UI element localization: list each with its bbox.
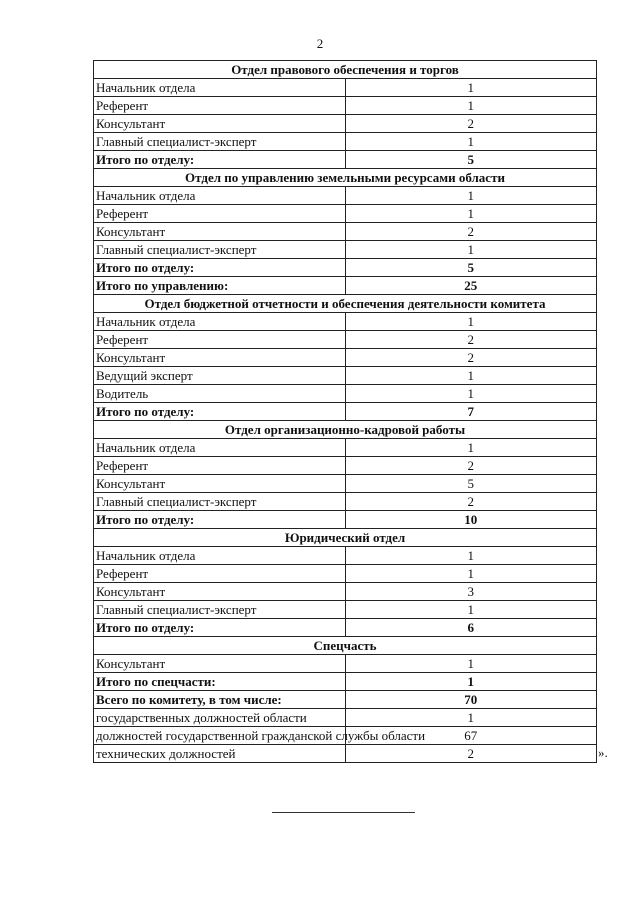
- position-row: [94, 331, 597, 349]
- position-name: Референт: [94, 331, 346, 349]
- total-row: [94, 619, 597, 637]
- position-row: [94, 565, 597, 583]
- total-label: Итого по спецчасти:: [94, 673, 346, 691]
- position-row: [94, 367, 597, 385]
- position-name: Референт: [94, 97, 346, 115]
- position-name: Консультант: [94, 223, 346, 241]
- total-label: Итого по отделу:: [94, 403, 346, 421]
- position-count: 1: [345, 709, 597, 727]
- position-row: [94, 547, 597, 565]
- position-name: Начальник отдела: [94, 313, 346, 331]
- position-count: 25: [345, 277, 597, 295]
- position-name: Референт: [94, 565, 346, 583]
- position-name: Начальник отдела: [94, 79, 346, 97]
- position-count: 1: [345, 601, 597, 619]
- position-count: 6: [345, 619, 597, 637]
- section-title: Отдел по управлению земельными ресурсами области: [94, 169, 597, 187]
- position-name: Начальник отдела: [94, 439, 346, 457]
- position-row: [94, 601, 597, 619]
- position-name: Ведущий эксперт: [94, 367, 346, 385]
- section-title: Юридический отдел: [94, 529, 597, 547]
- position-count: 5: [345, 151, 597, 169]
- grand-total-row: [94, 691, 597, 709]
- section-header-row: [94, 295, 597, 313]
- section-header-row: [94, 61, 597, 79]
- position-count: 1: [345, 187, 597, 205]
- position-row: [94, 457, 597, 475]
- position-name: Начальник отдела: [94, 547, 346, 565]
- breakdown-row: [94, 727, 597, 745]
- position-row: [94, 655, 597, 673]
- total-row: [94, 259, 597, 277]
- position-count: 1: [345, 241, 597, 259]
- position-name: Водитель: [94, 385, 346, 403]
- position-count: 1: [345, 79, 597, 97]
- position-row: [94, 493, 597, 511]
- position-count: 67: [345, 727, 597, 745]
- position-row: [94, 313, 597, 331]
- page-number: 2: [316, 36, 324, 51]
- position-row: [94, 133, 597, 151]
- total-label: Итого по отделу:: [94, 619, 346, 637]
- position-name: Референт: [94, 205, 346, 223]
- position-name: Референт: [94, 457, 346, 475]
- position-count: 1: [345, 673, 597, 691]
- total-label: Итого по отделу:: [94, 151, 346, 169]
- position-row: [94, 349, 597, 367]
- breakdown-row: [94, 745, 597, 763]
- section-title: Спецчасть: [94, 637, 597, 655]
- position-row: [94, 475, 597, 493]
- position-count: 1: [345, 97, 597, 115]
- position-row: [94, 205, 597, 223]
- total-label: Итого по отделу:: [94, 259, 346, 277]
- section-header-row: [94, 421, 597, 439]
- position-count: 7: [345, 403, 597, 421]
- position-count: 2: [345, 331, 597, 349]
- position-count: 1: [345, 205, 597, 223]
- position-name: Главный специалист-эксперт: [94, 601, 346, 619]
- position-count: 3: [345, 583, 597, 601]
- position-count: 10: [345, 511, 597, 529]
- section-header-row: [94, 637, 597, 655]
- total-label: Всего по комитету, в том числе:: [94, 691, 346, 709]
- signature-line: [272, 812, 415, 813]
- position-row: [94, 385, 597, 403]
- position-name: Консультант: [94, 475, 346, 493]
- position-row: [94, 97, 597, 115]
- position-row: [94, 79, 597, 97]
- section-header-row: [94, 529, 597, 547]
- position-row: [94, 187, 597, 205]
- total-row: [94, 277, 597, 295]
- breakdown-row: [94, 709, 597, 727]
- position-count: 2: [345, 457, 597, 475]
- position-name: Главный специалист-эксперт: [94, 493, 346, 511]
- position-count: 1: [345, 655, 597, 673]
- total-row: [94, 511, 597, 529]
- total-label: государственных должностей области: [94, 709, 346, 727]
- section-header-row: [94, 169, 597, 187]
- section-title: Отдел организационно-кадровой работы: [94, 421, 597, 439]
- position-count: 1: [345, 439, 597, 457]
- section-title: Отдел бюджетной отчетности и обеспечения деятельности комитета: [94, 295, 597, 313]
- position-count: 5: [345, 475, 597, 493]
- position-count: 1: [345, 385, 597, 403]
- position-count: 70: [345, 691, 597, 709]
- closing-quote: ».: [598, 745, 608, 760]
- total-row: [94, 151, 597, 169]
- position-count: 2: [345, 349, 597, 367]
- total-row: [94, 403, 597, 421]
- position-row: [94, 241, 597, 259]
- position-count: 2: [345, 115, 597, 133]
- position-row: [94, 223, 597, 241]
- position-count: 2: [345, 745, 597, 763]
- total-row: [94, 673, 597, 691]
- position-name: Консультант: [94, 583, 346, 601]
- position-name: Консультант: [94, 115, 346, 133]
- section-title: Отдел правового обеспечения и торгов: [94, 61, 597, 79]
- position-count: 5: [345, 259, 597, 277]
- position-count: 2: [345, 493, 597, 511]
- total-label: Итого по управлению:: [94, 277, 346, 295]
- total-label: Итого по отделу:: [94, 511, 346, 529]
- staffing-table: [93, 60, 597, 763]
- position-name: Главный специалист-эксперт: [94, 241, 346, 259]
- position-count: 1: [345, 367, 597, 385]
- position-count: 1: [345, 313, 597, 331]
- position-name: Консультант: [94, 655, 346, 673]
- position-name: Консультант: [94, 349, 346, 367]
- total-label: должностей государственной гражданской службы области: [94, 727, 346, 745]
- position-row: [94, 115, 597, 133]
- staffing-table-body: [94, 61, 597, 763]
- position-count: 1: [345, 133, 597, 151]
- position-name: Начальник отдела: [94, 187, 346, 205]
- position-row: [94, 439, 597, 457]
- position-row: [94, 583, 597, 601]
- position-name: Главный специалист-эксперт: [94, 133, 346, 151]
- position-count: 2: [345, 223, 597, 241]
- total-label: технических должностей: [94, 745, 346, 763]
- position-count: 1: [345, 565, 597, 583]
- position-count: 1: [345, 547, 597, 565]
